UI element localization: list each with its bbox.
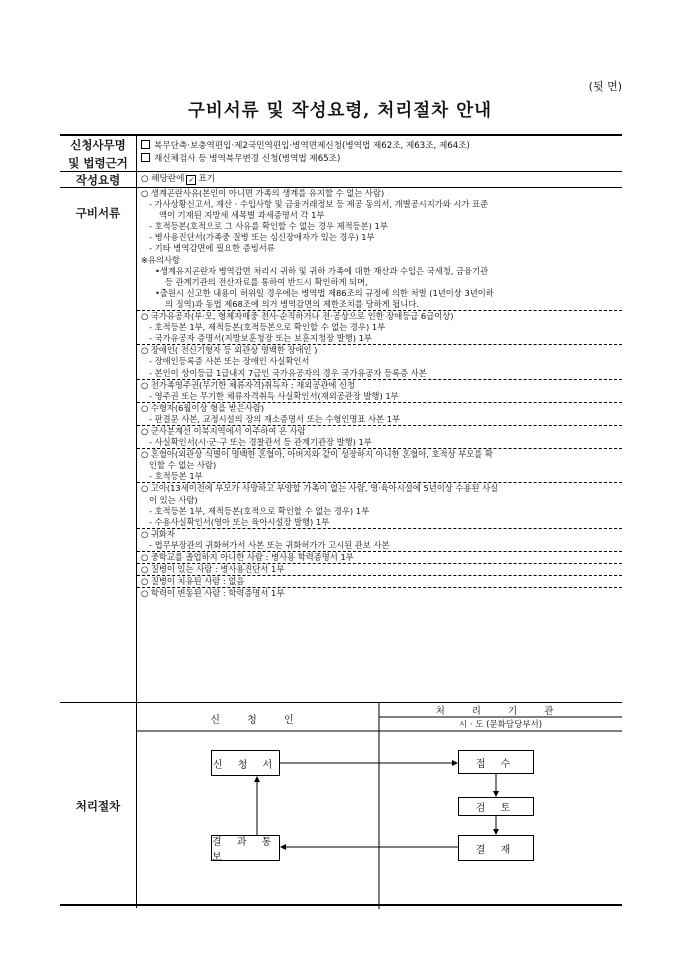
document-item: [137, 449, 622, 483]
procedure-label: 처리절차: [60, 703, 137, 908]
instructions-text: ○ 해당란에 ✓ 표기: [141, 174, 216, 184]
document-line: - 병사용진단서(가족중 질병 또는 심신장애자가 있는 경우) 1부: [149, 232, 375, 243]
step-approval: 결 재: [458, 835, 534, 861]
document-item: [137, 552, 622, 564]
document-line: - 수용사실확인서(영아 또는 육아시설장 발행) 1부: [149, 516, 330, 527]
step-application: 신 청 서: [211, 750, 280, 776]
document-item: [137, 345, 622, 379]
document-line: 등 관계기관의 전산자료를 통하여 반드시 확인하게 되며,: [165, 276, 368, 287]
document-line: - 호적등본(호적으로 그 사유를 확인할 수 없는 경우 제적등본) 1부: [149, 221, 388, 232]
document-line: •생계유지곤란자 병역감면 처리시 귀하 및 귀하 가족에 대한 재산과 수입은 국세청, 금융기관: [155, 265, 489, 276]
document-item: [137, 564, 622, 576]
checkbox[interactable]: [141, 153, 150, 162]
document-line: ○ 학력이 변동된 사람 : 학력증명서 1부: [141, 588, 285, 599]
agency-subheader: 시 · 도 (문화담당부서): [458, 720, 543, 730]
flow-lines: [137, 703, 622, 909]
page-side-label: (뒷 면): [588, 80, 622, 93]
instructions-row: [60, 171, 622, 187]
document-line: - 법무부장관의 귀화허가서 사본 또는 귀화허가가 고시된 관보 사본: [149, 539, 390, 550]
document-line: - 가사상황신고서, 재산 · 수입사항 및 금융거래정보 등 제공 동의서, 개별공시지가와 시가 표준: [149, 199, 489, 210]
document-line: ○ 군사분계선 이북지역에서 이주하여 온 사람: [141, 425, 306, 436]
document-line: ○ 수형자(6월이상 형을 받은사람): [141, 402, 265, 413]
documents-label: 구비서류: [60, 188, 137, 702]
document-item: [137, 426, 622, 449]
application-items: [137, 136, 622, 171]
document-item: [137, 483, 622, 528]
application-label: 신청사무명 및 법령근거: [60, 136, 137, 171]
application-item: 복무단축·보충역편입·제2국민역편입·병역면제신청(병역법 제62조, 제63조, 제64조): [137, 140, 622, 153]
document-line: ○ 질병이 있는 사람 : 병사용진단서 1부: [141, 564, 285, 575]
document-line: ※유의사항: [141, 254, 181, 265]
document-line: 액이 기재된 지방세 세목별 과세증명서 각 1부: [159, 210, 325, 221]
document-item: [137, 588, 622, 599]
documents-list: [137, 188, 622, 599]
application-item: 재신체검사 등 병역복무변경 신청(병역법 제65조): [137, 153, 622, 166]
document-item: [137, 576, 622, 588]
step-review: 검 토: [458, 797, 534, 816]
document-line: ○ 고아(13세이전에 부모가 사망하고 부양할 가족이 없는 사람, 영·육아시설에 5년이상 수용된 사실: [141, 483, 499, 494]
document-line: - 호적등본 1부: [149, 471, 203, 482]
document-line: - 영주권 또는 무기한 체류자격취득 사실확인서(재외공관장 발행) 1부: [149, 390, 399, 401]
document-line: - 장애인등록증 사본 또는 장애인 사실확인서: [149, 356, 310, 367]
step-result-notice: 결 과 통 보: [211, 835, 280, 861]
document-line: - 호적등본 1부, 제적등본(호적으로 확인할 수 없는 경우) 1부: [149, 505, 370, 516]
guide-table: [60, 134, 622, 906]
document-line: ○ 국가유공자(부·모, 형제자매중 전사·순직하거나 전·공상으로 인한 장애등급 6급이상): [141, 311, 454, 322]
document-line: - 판결문 사본, 교정시설의 장의 재소증명서 또는 수형인명표 사본 1부: [149, 413, 401, 424]
step-receipt: 접 수: [458, 750, 534, 774]
instructions-label: 작성요령: [60, 172, 137, 187]
agency-header: 처 리 기 관: [435, 706, 566, 717]
document-line: ○ 장애인( 전신기형자 등 외관상 명백한 장애인 ): [141, 345, 318, 356]
application-row: [60, 136, 622, 171]
document-item: [137, 188, 622, 311]
document-line: ○ 생계곤란사유(본인이 아니면 가족의 생계를 유지할 수 없는 사람): [141, 188, 385, 198]
document-item: [137, 311, 622, 345]
document-line: 의 징역)과 동법 제68조에 의거 병역감면의 제한조치를 당하게 됩니다.: [165, 298, 419, 309]
document-item: [137, 380, 622, 403]
document-line: •출원시 신고한 내용이 허위일 경우에는 병역법 제86조의 규정에 의한 처벌 (1년이상 3년이하: [155, 287, 494, 298]
document-line: ○ 질병이 치유된 사람 : 없음: [141, 576, 245, 587]
document-line: ○ 전가족영주권(무기한 체류자격)취득자 : 재외공관에 신청: [141, 379, 356, 390]
document-line: - 본인이 상이등급 1급내지 7급인 국가유공자의 경우 국가유공자 등록증 사본: [149, 367, 427, 378]
procedure-row: [60, 702, 622, 908]
document-line: ○ 중학교를 졸업하지 아니한 사람 : 병사용 학력증명서 1부: [141, 552, 354, 562]
applicant-header: 신 청 인: [210, 715, 306, 726]
document-line: - 국가유공자 증명서(지방보훈청장 또는 보훈지청장 발행) 1부: [149, 333, 372, 344]
document-item: [137, 529, 622, 552]
document-line: ○ 혼혈아(외관상 식별이 명백한 혼혈아, 아버지와 같이 성장하지 아니한 혼혈아, 호적상 부모를 확: [141, 449, 493, 460]
document-line: - 기타 병역감면에 필요한 증빙서류: [149, 243, 275, 254]
document-line: 인할 수 없는 사람): [149, 460, 217, 471]
document-line: - 사실확인서(시·군·구 또는 경찰관서 등 관계기관장 발행) 1부: [149, 437, 372, 448]
document-line: - 호적등본 1부, 제적등본(호적등본으로 확인할 수 없는 경우) 1부: [149, 322, 386, 333]
document-line: 이 있는 사람): [149, 494, 198, 505]
document-line: ○ 귀화자: [141, 528, 175, 539]
page-title: 구비서류 및 작성요령, 처리절차 안내: [187, 101, 493, 121]
documents-row: [60, 187, 622, 702]
document-item: [137, 403, 622, 426]
procedure-diagram: [137, 703, 622, 908]
checkmark-icon: ✓: [186, 175, 196, 185]
checkbox[interactable]: [141, 140, 150, 149]
